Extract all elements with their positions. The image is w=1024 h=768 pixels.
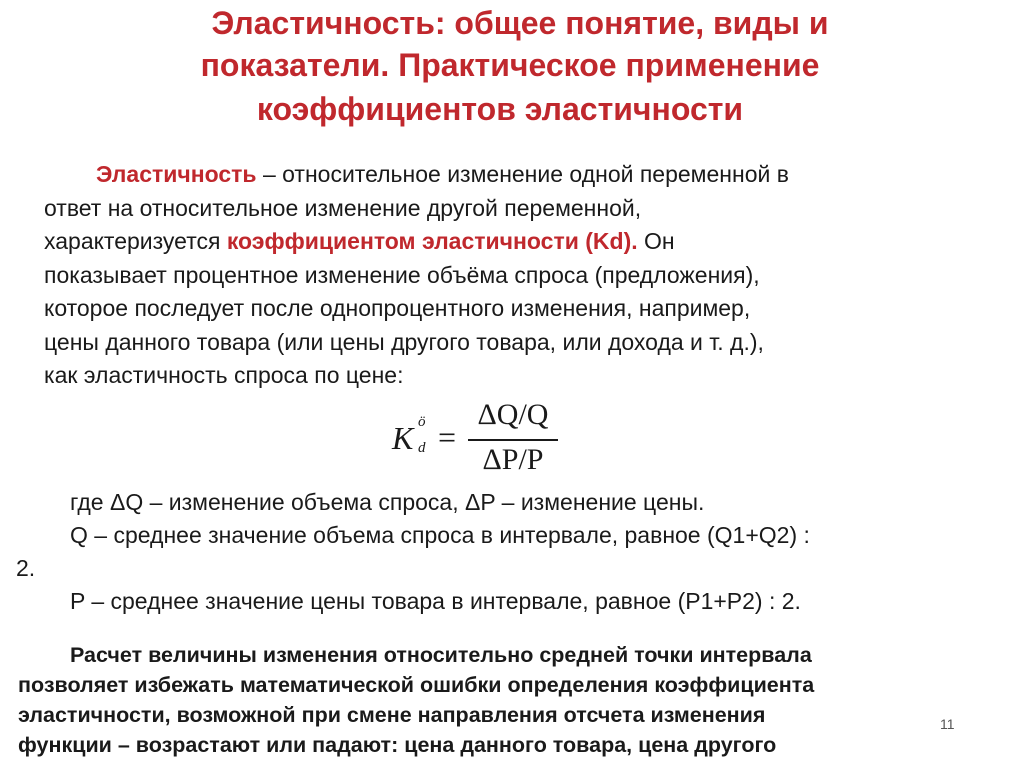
definition-line-1 <box>44 158 984 192</box>
definition-line-7: как эластичность спроса по цене: <box>44 362 404 388</box>
definition-line-1-text: – относительное изменение одной переменной в <box>256 161 789 187</box>
definition-line-2: ответ на относительное изменение другой переменной, <box>44 194 642 221</box>
calculation-note <box>18 640 1004 760</box>
definition-line-5: которое последует после однопроцентного изменения, например, <box>44 295 751 321</box>
calc-line-3: эластичности, возможной при смене направления отсчета изменения <box>18 703 766 727</box>
formula-numerator: ΔQ/Q <box>477 398 549 431</box>
where-line-2: Q – среднее значение объема спроса в интервале, равное (Q1+Q2) : <box>70 522 810 548</box>
formula-denominator: ΔP/P <box>482 443 544 476</box>
definition-line-4: показывает процентное изменение объёма спроса (предложения), <box>44 261 760 288</box>
calc-line-4: функции – возрастают или падают: цена данного товара, цена другого <box>18 733 777 757</box>
where-line-1: где ΔQ – изменение объема спроса, ΔP – изменение цены. <box>70 489 705 515</box>
where-line-3: 2. <box>16 555 36 581</box>
title-line-2: показатели. Практическое применение <box>200 47 820 83</box>
definition-term: Эластичность <box>96 161 257 187</box>
variables-explanation <box>16 486 1016 618</box>
formula-k: K <box>392 420 414 456</box>
formula-equals: = <box>438 419 457 455</box>
title-line-1: Эластичность: общее понятие, виды и <box>211 5 829 41</box>
where-line-4: P – среднее значение цены товара в интервале, равное (P1+P2) : 2. <box>70 588 801 614</box>
calc-line-2: позволяет избежать математической ошибки определения коэффициента <box>18 673 815 697</box>
definition-paragraph <box>44 158 984 393</box>
formula-superscript: ö <box>418 414 426 430</box>
definition-line-3 <box>44 225 984 259</box>
definition-line-3-pre: характеризуется <box>44 228 227 254</box>
coefficient-highlight: коэффициентом эластичности (Kd). <box>226 228 638 254</box>
elasticity-formula <box>390 398 590 488</box>
title-line-3: коэффициентов эластичности <box>256 91 744 127</box>
definition-line-6: цены данного товара (или цены другого товара, или дохода и т. д.), <box>44 328 764 355</box>
page-number: 11 <box>940 716 955 732</box>
formula-fraction-bar <box>468 439 558 441</box>
definition-line-3-post: Он <box>637 228 675 254</box>
calc-line-1: Расчет величины изменения относительно средней точки интервала <box>70 643 812 667</box>
formula-subscript: d <box>418 440 426 456</box>
